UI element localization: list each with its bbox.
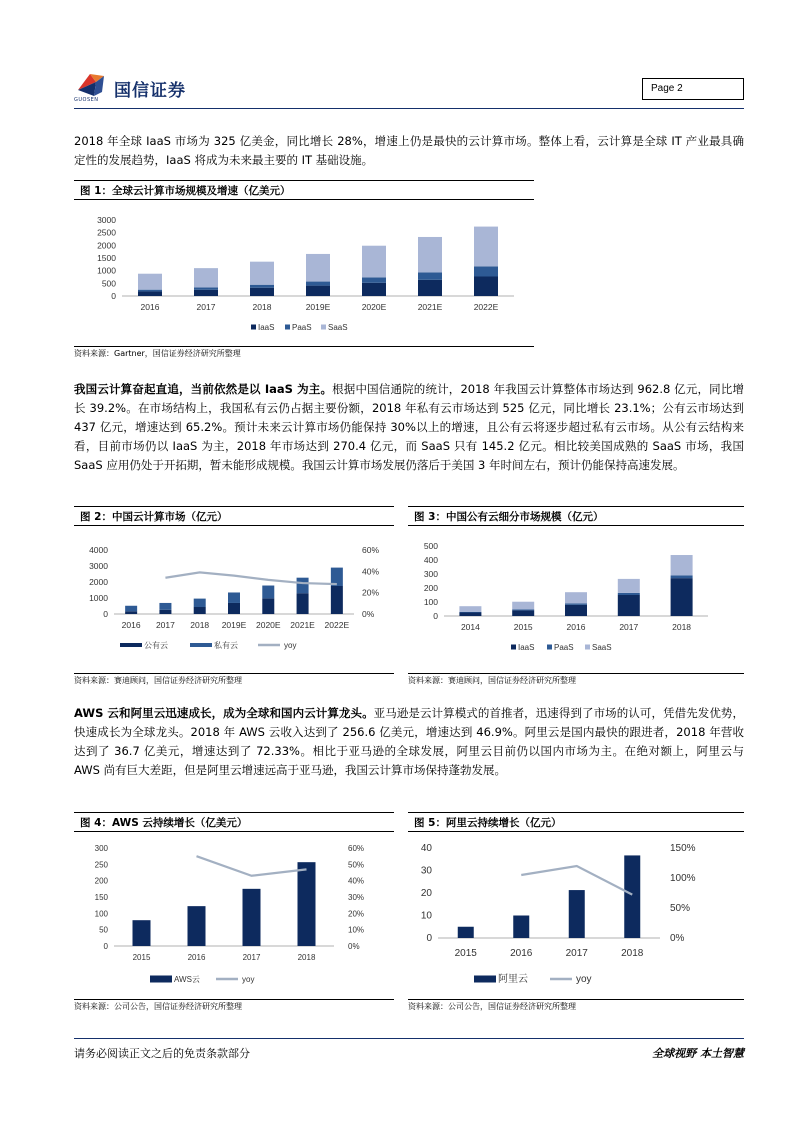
figure-4-source: 资料来源：公司公告，国信证券经济研究所整理 bbox=[74, 999, 394, 1013]
f2-bar-私有云 bbox=[125, 606, 137, 612]
f3-xtick-label: 2014 bbox=[460, 622, 480, 632]
f1-bar-SaaS bbox=[418, 237, 442, 272]
f1-bar-PaaS bbox=[362, 277, 386, 282]
f3-legend-swatch bbox=[547, 645, 552, 650]
f5-ytick-label: 40 bbox=[420, 843, 432, 854]
f2-bar-公有云 bbox=[331, 586, 343, 614]
f1-legend-label: SaaS bbox=[328, 323, 348, 332]
f2-bar-私有云 bbox=[228, 592, 240, 602]
f1-legend-label: IaaS bbox=[258, 323, 275, 332]
f2-xtick-label: 2017 bbox=[155, 620, 175, 630]
f4-legend-label: yoy bbox=[242, 975, 255, 984]
f4-ytick-label: 150 bbox=[94, 893, 108, 902]
f3-bar-SaaS bbox=[671, 555, 693, 575]
f4-y2tick-label: 30% bbox=[348, 893, 365, 902]
footer-disclaimer: 请务必阅读正文之后的免责条款部分 bbox=[74, 1047, 250, 1060]
f5-ytick-label: 30 bbox=[420, 865, 432, 877]
f4-ytick-label: 300 bbox=[94, 844, 108, 853]
f1-bar-PaaS bbox=[138, 290, 162, 292]
f3-bar-PaaS bbox=[459, 612, 481, 613]
f1-bar-IaaS bbox=[306, 286, 330, 296]
f3-legend-label: SaaS bbox=[592, 643, 612, 652]
f4-xtick-label: 2018 bbox=[297, 953, 316, 962]
figure-5-chart bbox=[408, 836, 744, 996]
f4-legend-swatch bbox=[150, 976, 172, 983]
f1-xtick-label: 2020E bbox=[361, 302, 387, 312]
f5-legend-swatch bbox=[474, 976, 496, 983]
f2-bar-公有云 bbox=[228, 603, 240, 614]
f2-bar-公有云 bbox=[159, 610, 171, 614]
f2-legend-swatch bbox=[190, 643, 212, 647]
f3-legend-swatch bbox=[511, 645, 516, 650]
f4-bar-AWS云 bbox=[188, 906, 206, 946]
f4-legend-label: AWS云 bbox=[174, 975, 200, 984]
f1-bar-IaaS bbox=[362, 283, 386, 296]
f2-y2tick-label: 40% bbox=[362, 566, 380, 577]
paragraph-3 bbox=[74, 704, 744, 780]
f1-ytick-label: 0 bbox=[111, 291, 116, 301]
f4-y2tick-label: 40% bbox=[348, 876, 365, 886]
figure-4-chart bbox=[74, 836, 394, 996]
figure-5-title: 图 5：阿里云持续增长（亿元） bbox=[408, 812, 744, 832]
figure-1-chart bbox=[74, 204, 534, 344]
f2-y2tick-label: 60% bbox=[362, 545, 380, 555]
f3-bar-IaaS bbox=[618, 595, 640, 616]
f4-ytick-label: 100 bbox=[94, 909, 108, 919]
figure-3-title: 图 3：中国公有云细分市场规模（亿元） bbox=[408, 506, 744, 526]
f3-bar-PaaS bbox=[512, 609, 534, 610]
f4-xtick-label: 2017 bbox=[242, 953, 261, 962]
f5-bar-阿里云 bbox=[513, 916, 529, 939]
f3-bar-SaaS bbox=[618, 579, 640, 593]
f3-ytick-label: 0 bbox=[433, 611, 438, 621]
f1-legend-swatch bbox=[285, 325, 290, 330]
f1-ytick-label: 3000 bbox=[97, 215, 116, 225]
f2-bar-私有云 bbox=[262, 586, 274, 599]
f1-bar-SaaS bbox=[138, 274, 162, 290]
f4-y2tick-label: 0% bbox=[348, 942, 360, 951]
paragraph-2 bbox=[74, 380, 744, 475]
f2-legend-label: 公有云 bbox=[144, 641, 168, 650]
f3-bar-SaaS bbox=[459, 606, 481, 612]
paragraph-1: 2018 年全球 IaaS 市场为 325 亿美金，同比增长 28%，增速上仍是最快的云计算市场。整体上看，云计算是全球 IT 产业最具确定性的发展趋势，IaaS 将成为未来最主要的 IT 基础设施。 bbox=[74, 134, 744, 167]
f1-xtick-label: 2017 bbox=[196, 302, 216, 312]
f1-bar-IaaS bbox=[194, 290, 218, 296]
f5-bar-阿里云 bbox=[569, 890, 585, 938]
f4-bar-AWS云 bbox=[298, 862, 316, 946]
f1-bar-IaaS bbox=[138, 291, 162, 296]
f4-yoy-line bbox=[197, 856, 307, 876]
figure-1-title: 图 1：全球云计算市场规模及增速（亿美元） bbox=[74, 180, 534, 200]
f4-ytick-label: 200 bbox=[94, 876, 108, 886]
f5-y2tick-label: 50% bbox=[670, 903, 691, 914]
figure-3-chart bbox=[408, 530, 744, 670]
f2-ytick-label: 1000 bbox=[89, 593, 108, 603]
f1-bar-PaaS bbox=[194, 287, 218, 289]
f4-ytick-label: 0 bbox=[103, 942, 108, 951]
f5-y2tick-label: 150% bbox=[670, 843, 696, 854]
f3-ytick-label: 500 bbox=[423, 541, 438, 551]
f3-bar-SaaS bbox=[512, 602, 534, 610]
figure-2-source: 资料来源：赛迪顾问，国信证券经济研究所整理 bbox=[74, 673, 394, 687]
paragraph-2-lead: 我国云计算奋起直追，当前依然是以 IaaS 为主。 bbox=[74, 382, 333, 396]
f4-y2tick-label: 10% bbox=[348, 925, 365, 935]
f5-xtick-label: 2016 bbox=[510, 948, 533, 959]
f2-y2tick-label: 0% bbox=[362, 609, 375, 619]
f4-y2tick-label: 20% bbox=[348, 909, 365, 919]
f3-bar-PaaS bbox=[671, 575, 693, 578]
f2-xtick-label: 2021E bbox=[290, 620, 315, 630]
f3-bar-PaaS bbox=[618, 593, 640, 595]
f1-xtick-label: 2018 bbox=[252, 302, 272, 312]
brand-logo bbox=[74, 70, 194, 104]
f1-ytick-label: 2000 bbox=[97, 240, 116, 251]
f3-ytick-label: 300 bbox=[423, 569, 438, 579]
f3-legend-label: PaaS bbox=[554, 643, 574, 652]
f4-xtick-label: 2016 bbox=[187, 953, 206, 962]
f2-bar-公有云 bbox=[297, 593, 309, 614]
f3-bar-IaaS bbox=[512, 610, 534, 616]
f4-ytick-label: 50 bbox=[99, 925, 108, 935]
paragraph-2-body: 根据中国信通院的统计，2018 年我国云计算整体市场达到 962.8 亿元，同比增长 39.2%。在市场结构上，我国私有云仍占据主要份额，2018 年私有云市场达到 525 亿元，同比增长 23.1%；公有云市场达到 437 亿元，增速达到 65.2%。预计未来云计算市场仍能保持 30%以上的增速，且公有云将逐步超过私有云市场。从公有云结构来看，目前市场仍以 IaaS 为主，2018 年市场达到 270.4 亿元，而 SaaS 只有 145.2 亿元。相比较美国成熟的 SaaS 市场，我国 SaaS 应用仍处于开拓期，暂未能形成规模。我国云计算市场发展仍落后于美国 3 年时间左右，预计仍能保持高速发展。 bbox=[74, 382, 744, 472]
footer-slogan: 全球视野 本土智慧 bbox=[652, 1047, 744, 1060]
f1-xtick-label: 2021E bbox=[417, 302, 443, 312]
brand-sub: GUOSEN bbox=[74, 97, 99, 103]
f5-y2tick-label: 100% bbox=[670, 873, 696, 884]
f1-xtick-label: 2022E bbox=[473, 302, 499, 312]
f4-bar-AWS云 bbox=[243, 889, 261, 946]
paragraph-3-lead: AWS 云和阿里云迅速成长，成为全球和国内云计算龙头。 bbox=[74, 706, 374, 720]
f2-xtick-label: 2016 bbox=[121, 620, 141, 630]
f5-bar-阿里云 bbox=[624, 855, 640, 938]
paragraph-3-body: 亚马逊是云计算模式的首推者，迅速得到了市场的认可，凭借先发优势，快速成长为全球龙头。2018 年 AWS 云收入达到了 256.6 亿美元，增速达到 46.9%。阿里云是国内最快的跟进者，2018 年营收达到了 36.7 亿美元，增速达到了 72.33%。相比于亚马逊的全球发展，阿里云目前仍以国内市场为主。在绝对额上，阿里云与 AWS 尚有巨大差距，但是阿里云增速远高于亚马逊，我国云计算市场保持蓬勃发展。 bbox=[74, 706, 745, 777]
f1-legend-swatch bbox=[251, 325, 256, 330]
page-number: Page 2 bbox=[642, 78, 744, 100]
f1-bar-PaaS bbox=[474, 266, 498, 276]
f5-ytick-label: 20 bbox=[420, 888, 432, 899]
f2-ytick-label: 0 bbox=[103, 609, 108, 619]
f2-xtick-label: 2019E bbox=[221, 620, 247, 630]
f2-yoy-line bbox=[165, 572, 336, 584]
f4-y2tick-label: 50% bbox=[348, 860, 365, 870]
f1-ytick-label: 1000 bbox=[97, 265, 116, 276]
f1-bar-SaaS bbox=[194, 268, 218, 287]
f2-bar-私有云 bbox=[159, 603, 171, 610]
f2-bar-公有云 bbox=[262, 598, 274, 614]
f3-ytick-label: 400 bbox=[423, 555, 438, 565]
f5-xtick-label: 2018 bbox=[621, 948, 644, 959]
f5-legend-label: yoy bbox=[576, 974, 592, 985]
f2-legend-swatch bbox=[120, 643, 142, 647]
f1-bar-IaaS bbox=[250, 288, 274, 296]
f1-bar-PaaS bbox=[418, 272, 442, 279]
f3-bar-PaaS bbox=[565, 603, 587, 604]
f3-bar-SaaS bbox=[565, 592, 587, 603]
f1-legend-swatch bbox=[321, 325, 326, 330]
figure-3-source: 资料来源：赛迪顾问，国信证券经济研究所整理 bbox=[408, 673, 744, 687]
f1-bar-SaaS bbox=[250, 262, 274, 285]
f1-bar-IaaS bbox=[418, 280, 442, 296]
f3-ytick-label: 100 bbox=[423, 597, 438, 607]
f3-bar-IaaS bbox=[565, 605, 587, 616]
f3-xtick-label: 2015 bbox=[513, 622, 533, 632]
f3-bar-IaaS bbox=[459, 613, 481, 617]
figure-1-source: 资料来源：Gartner，国信证券经济研究所整理 bbox=[74, 346, 534, 360]
f1-bar-SaaS bbox=[362, 246, 386, 278]
f2-bar-私有云 bbox=[194, 599, 206, 607]
f3-legend-label: IaaS bbox=[518, 643, 535, 652]
f2-xtick-label: 2022E bbox=[324, 620, 350, 630]
f1-bar-PaaS bbox=[306, 282, 330, 286]
f1-bar-PaaS bbox=[250, 285, 274, 288]
f2-ytick-label: 4000 bbox=[89, 545, 108, 555]
f2-xtick-label: 2020E bbox=[255, 620, 281, 630]
f2-legend-label: yoy bbox=[284, 641, 297, 650]
f5-bar-阿里云 bbox=[458, 927, 474, 938]
f4-ytick-label: 250 bbox=[94, 860, 108, 870]
f4-xtick-label: 2015 bbox=[132, 953, 151, 962]
f2-y2tick-label: 20% bbox=[362, 587, 380, 598]
f2-ytick-label: 3000 bbox=[89, 561, 108, 571]
f3-ytick-label: 200 bbox=[423, 583, 438, 593]
f2-bar-公有云 bbox=[194, 607, 206, 614]
f4-y2tick-label: 60% bbox=[348, 844, 365, 853]
f1-ytick-label: 1500 bbox=[97, 253, 116, 263]
f3-bar-IaaS bbox=[671, 578, 693, 616]
f5-legend-label: 阿里云 bbox=[498, 974, 528, 985]
footer-rule bbox=[74, 1038, 744, 1039]
f2-bar-公有云 bbox=[125, 611, 137, 614]
f5-ytick-label: 0 bbox=[426, 933, 432, 944]
f3-legend-swatch bbox=[585, 645, 590, 650]
f1-xtick-label: 2016 bbox=[140, 302, 160, 312]
f1-xtick-label: 2019E bbox=[305, 302, 331, 312]
f3-xtick-label: 2017 bbox=[619, 622, 639, 632]
f2-bar-私有云 bbox=[297, 578, 309, 594]
figure-5-source: 资料来源：公司公告，国信证券经济研究所整理 bbox=[408, 999, 744, 1013]
f1-bar-SaaS bbox=[474, 227, 498, 267]
f3-xtick-label: 2016 bbox=[566, 622, 586, 632]
f1-bar-IaaS bbox=[474, 276, 498, 296]
figure-2-title: 图 2：中国云计算市场（亿元） bbox=[74, 506, 394, 526]
f1-ytick-label: 2500 bbox=[97, 227, 116, 238]
figure-2-chart bbox=[74, 530, 394, 670]
f2-xtick-label: 2018 bbox=[190, 620, 210, 630]
f1-ytick-label: 500 bbox=[101, 278, 116, 289]
header-rule bbox=[74, 108, 744, 109]
f3-xtick-label: 2018 bbox=[672, 622, 692, 632]
f5-xtick-label: 2017 bbox=[565, 948, 588, 959]
f1-bar-SaaS bbox=[306, 254, 330, 282]
f5-y2tick-label: 0% bbox=[670, 933, 685, 944]
f4-bar-AWS云 bbox=[133, 920, 151, 946]
f1-legend-label: PaaS bbox=[292, 323, 312, 332]
f2-ytick-label: 2000 bbox=[89, 577, 108, 587]
f2-legend-label: 私有云 bbox=[214, 641, 238, 650]
brand-name: 国信证券 bbox=[114, 81, 186, 101]
f5-xtick-label: 2015 bbox=[454, 948, 477, 959]
figure-4-title: 图 4：AWS 云持续增长（亿美元） bbox=[74, 812, 394, 832]
f5-ytick-label: 10 bbox=[420, 910, 432, 922]
